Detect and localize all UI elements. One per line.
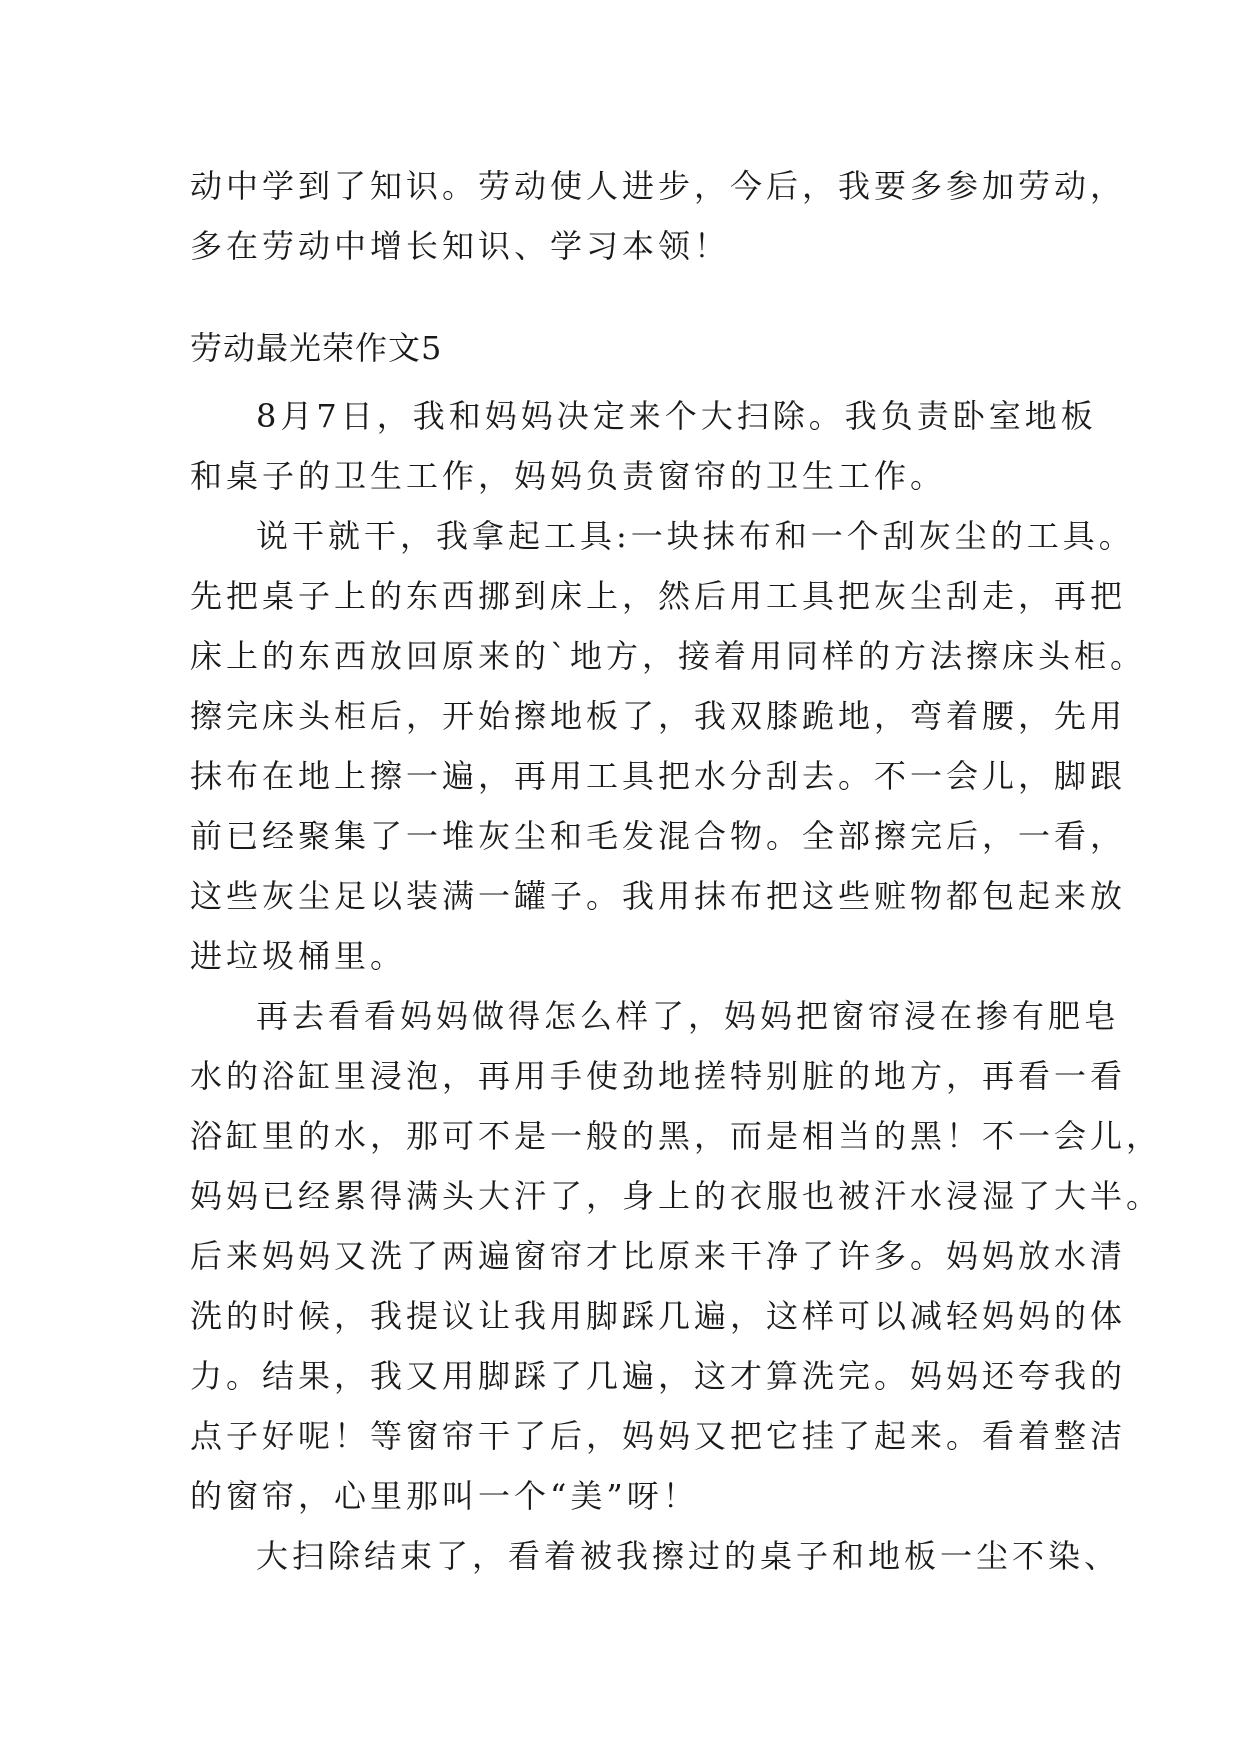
section-title: 劳动最光荣作文5 xyxy=(190,329,443,367)
text-line: 点子好呢！等窗帘干了后，妈妈又把它挂了起来。看着整洁 xyxy=(190,1417,1127,1455)
text-line: 后来妈妈又洗了两遍窗帘才比原来干净了许多。妈妈放水清 xyxy=(190,1237,1127,1275)
section-spacer xyxy=(190,276,1070,318)
paragraph xyxy=(190,1526,1121,1586)
text-line: 水的浴缸里浸泡，再用手使劲地搓特别脏的地方，再看一看 xyxy=(190,1057,1127,1095)
text-line: 前已经聚集了一堆灰尘和毛发混合物。全部擦完后，一看， xyxy=(190,817,1127,855)
text-line: 大扫除结束了，看着被我擦过的桌子和地板一尘不染、 xyxy=(256,1537,1121,1575)
intro-paragraph xyxy=(190,156,1127,276)
title-spacer xyxy=(190,378,1070,386)
text-line: 妈妈已经累得满头大汗了，身上的衣服也被汗水浸湿了大半。 xyxy=(190,1177,1163,1215)
paragraph xyxy=(190,386,1097,506)
text-line: 抹布在地上擦一遍，再用工具把水分刮去。不一会儿，脚跟 xyxy=(190,757,1127,795)
text-line: 洗的时候，我提议让我用脚踩几遍，这样可以减轻妈妈的体 xyxy=(190,1297,1127,1335)
text-line: 先把桌子上的东西挪到床上，然后用工具把灰尘刮走，再把 xyxy=(190,577,1127,615)
text-line: 8月7日，我和妈妈决定来个大扫除。我负责卧室地板 xyxy=(256,397,1097,435)
text-line: 动中学到了知识。劳动使人进步，今后，我要多参加劳动， xyxy=(190,167,1127,205)
text-line: 进垃圾桶里。 xyxy=(190,937,407,975)
text-line: 多在劳动中增长知识、学习本领！ xyxy=(190,227,731,265)
text-line: 再去看看妈妈做得怎么样了，妈妈把窗帘浸在掺有肥皂 xyxy=(256,997,1121,1035)
text-line: 力。结果，我又用脚踩了几遍，这才算洗完。妈妈还夸我的 xyxy=(190,1357,1127,1395)
text-line: 床上的东西放回原来的`地方，接着用同样的方法擦床头柜。 xyxy=(190,637,1147,675)
text-line: 浴缸里的水，那可不是一般的黑，而是相当的黑！不一会儿， xyxy=(190,1117,1163,1155)
text-line: 这些灰尘足以装满一罐子。我用抹布把这些赃物都包起来放 xyxy=(190,877,1127,915)
text-line: 的窗帘，心里那叫一个“美”呀！ xyxy=(190,1477,699,1515)
document-body xyxy=(190,156,1163,1586)
text-line: 和桌子的卫生工作，妈妈负责窗帘的卫生工作。 xyxy=(190,457,947,495)
paragraph xyxy=(190,986,1163,1526)
paragraph xyxy=(190,506,1147,986)
text-line: 擦完床头柜后，开始擦地板了，我双膝跪地，弯着腰，先用 xyxy=(190,697,1127,735)
text-line: 说干就干，我拿起工具:一块抹布和一个刮灰尘的工具。 xyxy=(256,517,1135,555)
